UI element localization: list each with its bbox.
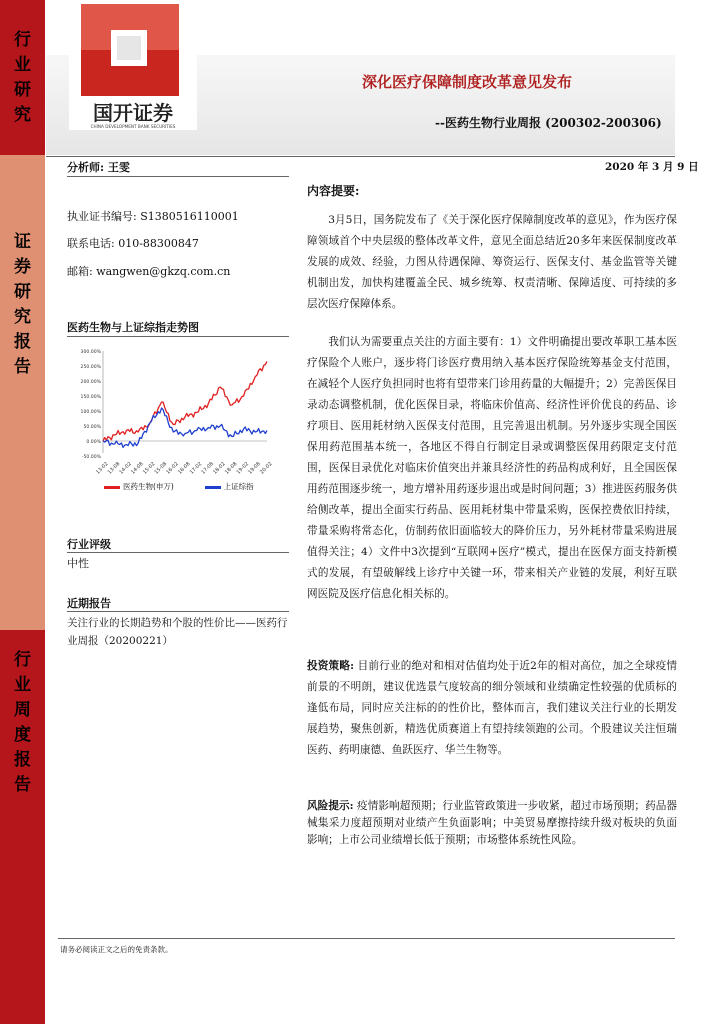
x-tick-label: 16-08 [177, 461, 192, 476]
x-tick-label: 18-02 [212, 461, 227, 476]
risk-paragraph [307, 798, 677, 849]
recent-report-link[interactable]: 关注行业的长期趋势和个股的性价比——医药行业周报（20200221） [67, 617, 288, 647]
risk-text: 疫情影响超预期；行业监管政策进一步收紧，超过市场预期；药品器械集采力度超预期对业绩产生负面影响；中美贸易摩擦持续升级对板块的负面影响；上市公司业绩增长低于预期；市场整体系统性风险。 [307, 800, 678, 846]
y-tick-label: 300.00% [80, 350, 101, 355]
summary-p2: 我们认为需要重点关注的方面主要有：1）文件明确提出要改革职工基本医疗保险个人账户，逐步将门诊医疗费用纳入基本医疗保险统筹基金支付范围，在减轻个人医疗负担同时也将有望带来门诊用药量的大幅提升；2）完善医保目录动态调整机制，优化医保目录，将临床价值高、经济性评价优良的药品、诊疗项目、医用耗材纳入医保支付范围，且完善退出机制。另外逐步实现全国医保用药范围基本统一，各地区不得自行制定目录或调整医保用药限定支付范围，医保目录优化对临床价值突出并兼具经济性的药品构成利好，且全国医保用药范围逐步统一，地方增补用药逐步退出或是时间问题；3）推进医药服务供给侧改革，提出全面实行药品、医用耗材集中带量采购，医保控费依旧持续，带量采购将常态化，仿制药依旧面临较大的降价压力，另外耗材带量采购进展值得关注；4）文件中3次提到“互联网+医疗”模式，提出在医保方面支持新模式的发展，有望破解线上诊疗中关键一环，带来相关产业链的发展，利好互联网医院及医疗信息化相关标的。 [307, 336, 677, 600]
sidebar-bottom-block [0, 630, 45, 1024]
strategy-text: 目前行业的绝对和相对估值均处于近2年的相对高位，加之全球疫情前景的不明朗，建议优选景气度较高的细分领域和业绩确定性较强的优质标的逢低布局，同时应关注标的的性价比，整体而言，我们建议关注行业的长期发展趋势，聚焦创新，精选优质赛道上有望持续领跑的公司。个股建议关注恒瑞医药、药明康德、鱼跃医疗、华兰生物等。 [307, 660, 677, 756]
x-tick-label: 13-02 [95, 461, 110, 476]
logo-name: 国开证券 [93, 101, 173, 125]
summary-paragraph-1 [307, 210, 677, 315]
x-tick-label: 15-02 [141, 461, 157, 476]
analyst-email: 邮箱: wangwen@gkzq.com.cn [67, 265, 231, 278]
trend-chart [67, 345, 289, 495]
sidebar-top-block [0, 0, 45, 155]
strategy-label: 投资策略: [307, 660, 355, 672]
x-tick-label: 16-02 [165, 461, 180, 476]
y-tick-label: 0.00% [86, 440, 101, 445]
x-tick-label: 20-02 [259, 461, 274, 476]
x-tick-label: 13-08 [106, 461, 122, 476]
risk-label: 风险提示: [307, 800, 354, 812]
series-line-sse [103, 408, 267, 447]
x-tick-label: 18-08 [223, 461, 239, 476]
strategy-paragraph [307, 656, 677, 761]
x-tick-label: 17-08 [200, 461, 215, 476]
x-tick-label: 19-08 [247, 461, 262, 476]
sidebar-bottom-label: 行业周度报告 [14, 650, 31, 795]
header-divider [46, 156, 675, 157]
analyst-name: 分析师: 王雯 [67, 161, 130, 174]
legend-swatch-pharma [104, 486, 120, 489]
logo-english: CHINA DEVELOPMENT BANK SECURITIES [90, 124, 176, 129]
analyst-underline [67, 176, 289, 177]
y-tick-label: 150.00% [80, 395, 101, 400]
rating-label: 行业评级 [67, 538, 111, 551]
company-logo [69, 4, 197, 130]
x-tick-label: 17-02 [188, 461, 204, 476]
sidebar-middle-label: 证券研究报告 [14, 232, 31, 377]
summary-paragraph-2 [307, 332, 677, 605]
analyst-phone: 联系电话: 010-88300847 [67, 237, 199, 250]
y-tick-label: 50.00% [83, 425, 101, 430]
y-tick-label: 200.00% [80, 380, 101, 385]
x-tick-label: 14-02 [118, 461, 133, 476]
summary-p1: 3月5日，国务院发布了《关于深化医疗保障制度改革的意见》，作为医疗保障领域首个中央层级的整体改革文件，意见全面总结近20多年来医保制度改革发展的成效、经验，力图从待遇保障、筹资运行、医保支付、基金监管等关键机制出发，加快构建覆盖全民、城乡统筹、权责清晰、保障适度、可持续的多层次医疗保障体系。 [307, 214, 677, 310]
y-tick-label: 100.00% [80, 410, 101, 415]
analyst-license: 执业证书编号: S1380516110001 [67, 210, 239, 223]
x-tick-label: 19-02 [235, 461, 251, 476]
sidebar-top-label: 行业研究 [14, 30, 31, 125]
x-tick-label: 15-08 [153, 461, 169, 476]
footer-disclaimer: 请务必阅读正文之后的免责条款。 [60, 945, 173, 954]
page-title: 深化医疗保障制度改革意见发布 [362, 73, 573, 91]
y-tick-label: -50.00% [81, 455, 101, 460]
chart-title: 医药生物与上证综指走势图 [67, 321, 199, 334]
rating-value: 中性 [67, 557, 89, 570]
series-line-pharma [103, 362, 267, 442]
sidebar [0, 0, 45, 1024]
legend-label-sse: 上证综指 [223, 482, 254, 491]
footer-divider [58, 938, 675, 939]
x-tick-label: 14-08 [130, 461, 145, 476]
report-date: 2020 年 3 月 9 日 [605, 161, 699, 173]
y-tick-label: 250.00% [80, 365, 101, 370]
recent-label: 近期报告 [67, 597, 111, 610]
recent-underline [67, 611, 289, 612]
summary-heading: 内容提要: [307, 184, 360, 198]
chart-title-underline [67, 336, 289, 337]
sidebar-middle-block [0, 155, 45, 630]
rating-underline [67, 552, 289, 553]
legend-label-pharma: 医药生物(申万) [123, 482, 174, 491]
legend-swatch-sse [205, 486, 221, 489]
chart-legend [104, 481, 254, 492]
page-subtitle: --医药生物行业周报 (200302-200306) [435, 116, 662, 130]
